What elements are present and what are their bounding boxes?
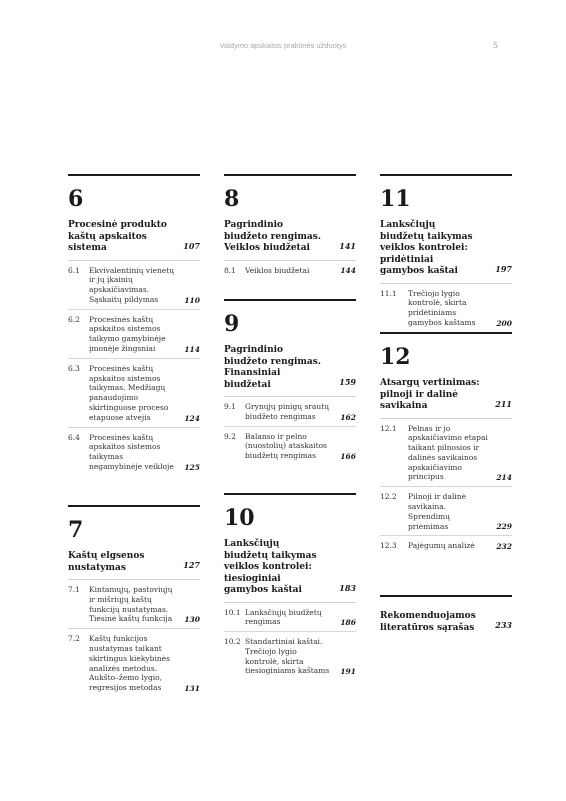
chapter-title: Pagrindinio biudžeto rengimas. Veiklos biudžetai (224, 220, 321, 253)
chapter-6 (68, 174, 200, 476)
chapter-page: 183 (339, 582, 356, 593)
section-entry[interactable] (68, 359, 200, 428)
section-entry[interactable] (380, 487, 512, 536)
section-number: 12.1 (380, 423, 397, 433)
section-page: 191 (340, 667, 356, 677)
section-page: 166 (340, 451, 356, 461)
section-entry[interactable] (224, 427, 356, 465)
chapter-entry[interactable] (380, 378, 512, 419)
section-number: 6.2 (68, 314, 80, 324)
chapter-number: 11 (380, 186, 411, 212)
section-number: 6.3 (68, 363, 80, 373)
chapter-page: 211 (495, 398, 512, 409)
chapter-entry[interactable] (68, 551, 200, 580)
section-page: 110 (184, 295, 200, 305)
section-page: 131 (184, 683, 200, 693)
chapter-page: 127 (183, 560, 200, 570)
chapter-title: Atsargų vertinimas: pilnoji ir dalinė savikaina (380, 378, 480, 411)
chapter-12 (380, 332, 512, 555)
chapter-page: 197 (495, 263, 512, 274)
section-number: 9.2 (224, 431, 236, 441)
section-page: 125 (184, 462, 200, 472)
chapter-number: 12 (380, 344, 411, 370)
section-title: Ekvivalentinių vienetų ir jų įkainių apskaičiavimas. Sąskaitų pildymas (89, 265, 175, 304)
section-title: Procesinės kaštų apskaitos sistemos taikymo gamybinėje įmonėje žingsniai (89, 314, 166, 354)
section-title: Kaštų funkcijos nustatymas taikant skirtingus kiekybinės analizės metodus. Aukšto–žemo lygio, regresijos metodas (89, 634, 170, 693)
section-title: Procesinės kaštų apskaitos sistemos taikymas negamybinėje veikloje (89, 432, 174, 472)
chapter-7 (68, 505, 200, 697)
section-title: Kintamųjų, pastoviųjų ir mišriųjų kaštų funkcijų nustatymas. Tiesinė kaštų funkcija (89, 585, 173, 624)
section-page: 232 (496, 542, 512, 552)
section-page: 130 (184, 615, 200, 625)
chapter-title: Lanksčiųjų biudžetų taikymas veiklos kontrolei: pridėtiniai gamybos kaštai (380, 220, 473, 276)
section-number: 6.1 (68, 265, 80, 275)
chapter-entry[interactable] (224, 345, 356, 397)
chapter-number: 8 (224, 186, 240, 212)
references-title: Rekomenduojamos literatūros sąrašas (380, 611, 476, 633)
section-title: Grynųjų pinigų srautų biudžeto rengimas (245, 402, 330, 421)
section-page: 186 (340, 618, 356, 628)
chapter-page: 159 (339, 377, 356, 387)
chapter-entry[interactable] (380, 220, 512, 284)
section-number: 10.1 (224, 607, 241, 617)
section-page: 214 (496, 473, 512, 483)
references-entry[interactable] (380, 611, 512, 639)
chapter-8 (224, 174, 356, 279)
section-page: 229 (496, 522, 512, 532)
section-number: 11.1 (380, 288, 397, 298)
section-entry[interactable] (68, 580, 200, 629)
section-page: 144 (340, 266, 356, 276)
section-entry[interactable] (68, 261, 200, 310)
chapter-number: 7 (68, 517, 84, 543)
chapter-number: 10 (224, 505, 255, 531)
chapter-title: Pagrindinio biudžeto rengimas. Finansiniai biudžetai (224, 345, 321, 390)
chapter-number: 9 (224, 311, 240, 337)
section-title: Pilnoji ir dalinė savikaina. Sprendimų priėmimas (408, 492, 467, 531)
chapter-title: Lanksčiųjų biudžetų taikymas veiklos kontrolei: tiesioginiai gamybos kaštai (224, 539, 317, 595)
section-number: 9.1 (224, 402, 236, 411)
references-page: 233 (495, 620, 512, 630)
section-page: 124 (184, 413, 200, 423)
section-number: 10.2 (224, 637, 241, 647)
chapter-title: Procesinė produkto kaštų apskaitos sistema (68, 220, 167, 253)
chapter-page: 107 (183, 240, 200, 251)
chapter-entry[interactable] (224, 220, 356, 261)
section-title: Veiklos biudžetai (245, 265, 310, 275)
page-number: 5 (492, 41, 498, 50)
section-title: Pelnas ir jo apskaičiavimo etapai taikant pilnosios ir dalinės savikainos apskaičiavimo principus (408, 423, 488, 482)
section-number: 6.4 (68, 432, 80, 442)
section-entry[interactable] (224, 632, 356, 680)
section-title: Lanksčiųjų biudžetų rengimas (245, 607, 322, 627)
section-title: Trečiojo lygio kontrolė, skirta pridėtiniams gamybos kaštams (408, 288, 476, 327)
section-number: 7.2 (68, 634, 80, 644)
section-page: 114 (184, 344, 200, 354)
chapter-page: 141 (339, 240, 356, 251)
section-title: Standartiniai kaštai. Trečiojo lygio kontrolė, skirta tiesioginiams kaštams (245, 637, 330, 676)
section-number: 8.1 (224, 265, 236, 275)
section-entry[interactable] (68, 310, 200, 359)
section-title: Balanso ir pelno (nuostolių) ataskaitos biudžetų rengimas (245, 431, 328, 461)
chapter-10 (224, 493, 356, 680)
section-entry[interactable] (224, 397, 356, 427)
section-entry[interactable] (68, 428, 200, 476)
section-page: 162 (340, 412, 356, 422)
chapter-entry[interactable] (224, 539, 356, 603)
section-number: 7.1 (68, 585, 80, 594)
chapter-11 (380, 174, 512, 332)
section-entry[interactable] (380, 536, 512, 555)
section-entry[interactable] (68, 629, 200, 697)
section-number: 12.2 (380, 492, 397, 502)
chapter-title: Kaštų elgsenos nustatymas (68, 551, 145, 573)
chapter-number: 6 (68, 186, 84, 212)
section-title: Procesinės kaštų apskaitos sistemos taikymas. Medžiagų panaudojimo skirtinguose proceso etapuose atvejis (89, 363, 169, 422)
running-header (0, 41, 566, 55)
chapter-entry[interactable] (68, 220, 200, 261)
section-entry[interactable] (224, 603, 356, 633)
section-entry[interactable] (380, 419, 512, 488)
section-page: 200 (496, 318, 512, 328)
section-title: Pajėgumų analizė (408, 541, 475, 551)
section-entry[interactable] (380, 284, 512, 332)
section-number: 12.3 (380, 541, 397, 551)
running-title: Valdymo apskaitos praktinės užduotys (219, 41, 347, 50)
chapter-9 (224, 299, 356, 465)
section-entry[interactable] (224, 261, 356, 280)
references-block (380, 595, 512, 639)
